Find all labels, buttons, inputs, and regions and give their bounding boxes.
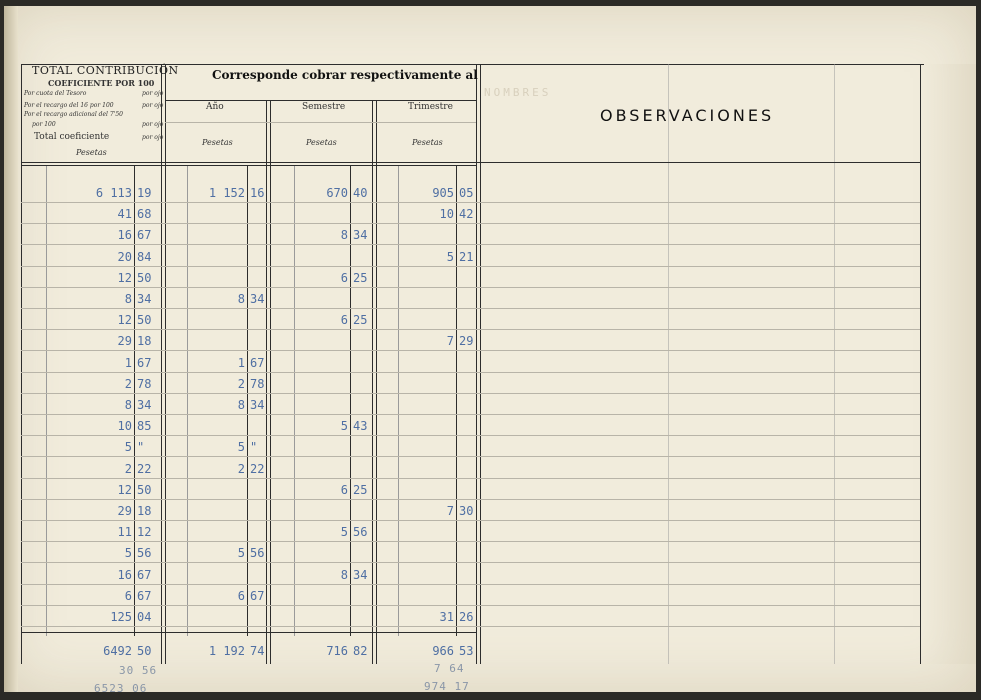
row-total-centimos: 34 [137,398,152,412]
ledger-page [4,6,976,695]
row-total-centimos: 12 [137,525,152,540]
totals-sem-centimos: 82 [353,644,368,658]
row-total-centimos: 67 [137,228,152,243]
corresponde-label: Corresponde cobrar respectivamente al [212,68,478,82]
row-ano-pesetas: 5 [237,440,245,455]
pesetas-ano-label: Pesetas [202,138,233,147]
row-sem-pesetas: 5 [340,525,348,540]
rule-header-bottom-2 [21,165,476,166]
row-sem-centimos: 25 [353,482,368,497]
row-ano-pesetas: 1 [237,355,245,370]
rule-corresponde-bottom [165,100,476,101]
row-tri-pesetas: 31 [439,610,454,624]
row-tri-pesetas: 905 [432,186,454,200]
row-rule [21,499,920,500]
pesetas-trimestre-label: Pesetas [412,138,443,147]
row-total-centimos: 56 [137,546,152,561]
row-total-pesetas: 8 [124,398,132,412]
row-sem-centimos: 43 [353,419,368,434]
table-frame [22,64,924,665]
pencil-note-right-top: 7 64 [434,662,465,675]
rule-ano-inner [187,166,188,636]
row-rule [21,520,920,521]
row-sem-pesetas: 670 [326,186,348,200]
row-ano-centimos: 67 [250,355,265,370]
row-total-pesetas: 12 [117,270,132,285]
row-sem-pesetas: 8 [340,228,348,243]
line2-right: por ojo [142,102,164,109]
row-total-centimos: 50 [137,313,152,328]
pesetas-total-label: Pesetas [76,148,107,157]
row-tri-pesetas: 10 [439,207,454,222]
row-total-pesetas: 29 [117,334,132,349]
rule-ano-right [266,100,267,664]
row-ano-pesetas: 2 [237,461,245,476]
row-sem-centimos: 34 [353,228,368,243]
row-ano-pesetas: 8 [237,292,245,306]
row-sem-pesetas: 6 [340,482,348,497]
trimestre-label: Trimestre [408,102,453,112]
row-rule [21,562,920,563]
row-rule [21,626,920,627]
rule-tri-right [476,64,477,664]
totals-total-centimos: 50 [137,644,152,658]
row-rule [21,287,920,288]
pencil-note-left-top: 30 56 [119,664,158,677]
row-ano-centimos: " [250,440,258,455]
row-total-pesetas: 29 [117,504,132,518]
rule-tri-left [376,100,377,664]
row-rule [21,456,920,457]
rule-total-cents [134,166,135,636]
row-tri-pesetas: 7 [446,334,454,349]
row-total-pesetas: 5 [124,440,132,455]
totals-ano-centimos: 74 [250,644,265,658]
row-rule [21,414,920,415]
line2-left: Por el recargo del 16 por 100 [24,102,114,109]
ghost-rule-2 [834,64,835,664]
row-total-pesetas: 11 [117,525,132,540]
row-total-pesetas: 1 [124,355,132,370]
row-total-centimos: 19 [137,186,152,200]
row-tri-centimos: 29 [459,334,474,349]
row-ano-pesetas: 8 [237,398,245,412]
row-ano-centimos: 78 [250,376,265,391]
row-tri-pesetas: 7 [446,504,454,518]
row-total-pesetas: 5 [124,546,132,561]
total-coeficiente-right: por ojo [142,134,164,141]
rule-total-inner [46,166,47,636]
rule-totals-top [21,632,476,633]
row-tri-centimos: 21 [459,249,474,264]
total-coeficiente-label: Total coeficiente [34,132,110,142]
row-total-centimos: 18 [137,334,152,349]
rule-header-bottom [21,162,920,163]
row-ano-pesetas: 2 [237,376,245,391]
row-rule [21,329,920,330]
row-ano-centimos: 56 [250,546,265,561]
row-sem-pesetas: 6 [340,313,348,328]
row-sem-centimos: 34 [353,567,368,582]
row-rule [21,202,920,203]
totals-sem-pesetas: 716 [326,644,348,658]
row-tri-centimos: 30 [459,504,474,518]
row-total-centimos: " [137,440,145,455]
row-ano-pesetas: 6 [237,588,245,603]
rule-subhead [165,122,476,123]
row-total-centimos: 18 [137,504,152,518]
row-ano-centimos: 34 [250,292,265,306]
row-sem-pesetas: 8 [340,567,348,582]
row-sem-centimos: 56 [353,525,368,540]
row-total-centimos: 84 [137,249,152,264]
row-total-centimos: 50 [137,482,152,497]
row-rule [21,541,920,542]
rule-sem-cents [350,166,351,636]
binding-gutter [4,6,18,692]
row-rule [21,393,920,394]
row-tri-centimos: 05 [459,186,474,200]
line4-right: por ojo [142,121,164,128]
line1-right: por ojo [142,90,164,97]
rule-obs-right [920,64,921,664]
rule-obs-left [480,64,481,664]
row-total-centimos: 67 [137,567,152,582]
semestre-label: Semestre [302,102,346,112]
rule-tri-cents [456,166,457,636]
nombres-ghost: NOMBRES [484,86,552,99]
rule-ano-cents [247,166,248,636]
row-total-centimos: 50 [137,270,152,285]
rule-tri-inner [398,166,399,636]
row-total-centimos: 78 [137,376,152,391]
row-total-pesetas: 125 [110,610,132,624]
row-ano-pesetas: 1 152 [208,186,245,200]
pencil-note-left-bottom: 6523 06 [94,682,148,695]
line4-left: por 100 [32,121,56,128]
row-total-pesetas: 2 [124,376,132,391]
row-total-centimos: 67 [137,588,152,603]
row-rule [21,584,920,585]
row-total-centimos: 04 [137,610,152,624]
row-ano-pesetas: 5 [237,546,245,561]
row-sem-centimos: 40 [353,186,368,200]
row-ano-centimos: 22 [250,461,265,476]
row-total-pesetas: 6 113 [95,186,132,200]
row-rule [21,372,920,373]
row-total-pesetas: 6 [124,588,132,603]
row-rule [21,308,920,309]
ghost-rule-1 [668,64,669,664]
row-tri-pesetas: 5 [446,249,454,264]
row-total-centimos: 34 [137,292,152,306]
pencil-note-right-bottom: 974 17 [424,680,470,693]
row-rule [21,223,920,224]
rule-left [21,64,22,664]
row-total-centimos: 67 [137,355,152,370]
row-rule [21,350,920,351]
line3-left: Por el recargo adicional del 7'50 [24,111,123,118]
row-tri-centimos: 42 [459,207,474,222]
page-shade [922,64,976,664]
row-total-centimos: 85 [137,419,152,434]
row-rule [21,244,920,245]
row-total-pesetas: 8 [124,292,132,306]
row-total-pesetas: 10 [117,419,132,434]
row-total-pesetas: 2 [124,461,132,476]
row-sem-centimos: 25 [353,313,368,328]
row-rule [21,435,920,436]
row-ano-centimos: 34 [250,398,265,412]
totals-total-pesetas: 6492 [103,644,132,658]
total-contribucion-label: TOTAL CONTRIBUCIÓN [32,64,179,77]
rule-sem-right [372,100,373,664]
row-tri-centimos: 26 [459,610,474,624]
row-total-centimos: 68 [137,207,152,222]
row-total-pesetas: 12 [117,313,132,328]
row-rule [21,478,920,479]
row-total-pesetas: 16 [117,228,132,243]
row-ano-centimos: 67 [250,588,265,603]
line1-left: Por cuota del Tesoro [24,90,87,97]
rule-sem-left [270,100,271,664]
totals-tri-centimos: 53 [459,644,474,658]
row-total-centimos: 22 [137,461,152,476]
row-ano-centimos: 16 [250,186,265,200]
totals-tri-pesetas: 966 [432,644,454,658]
row-sem-centimos: 25 [353,270,368,285]
row-total-pesetas: 41 [117,207,132,222]
rule-total-right [161,64,162,664]
ano-label: Año [206,102,224,112]
coeficiente-label: COEFICIENTE POR 100 [48,78,155,88]
row-total-pesetas: 20 [117,249,132,264]
row-rule [21,266,920,267]
row-sem-pesetas: 6 [340,270,348,285]
row-total-pesetas: 12 [117,482,132,497]
observaciones-heading: OBSERVACIONES [600,106,775,125]
totals-ano-pesetas: 1 192 [208,644,245,658]
rule-sem-inner [294,166,295,636]
row-sem-pesetas: 5 [340,419,348,434]
rule-ano-left [165,64,166,664]
pesetas-semestre-label: Pesetas [306,138,337,147]
row-total-pesetas: 16 [117,567,132,582]
row-rule [21,605,920,606]
